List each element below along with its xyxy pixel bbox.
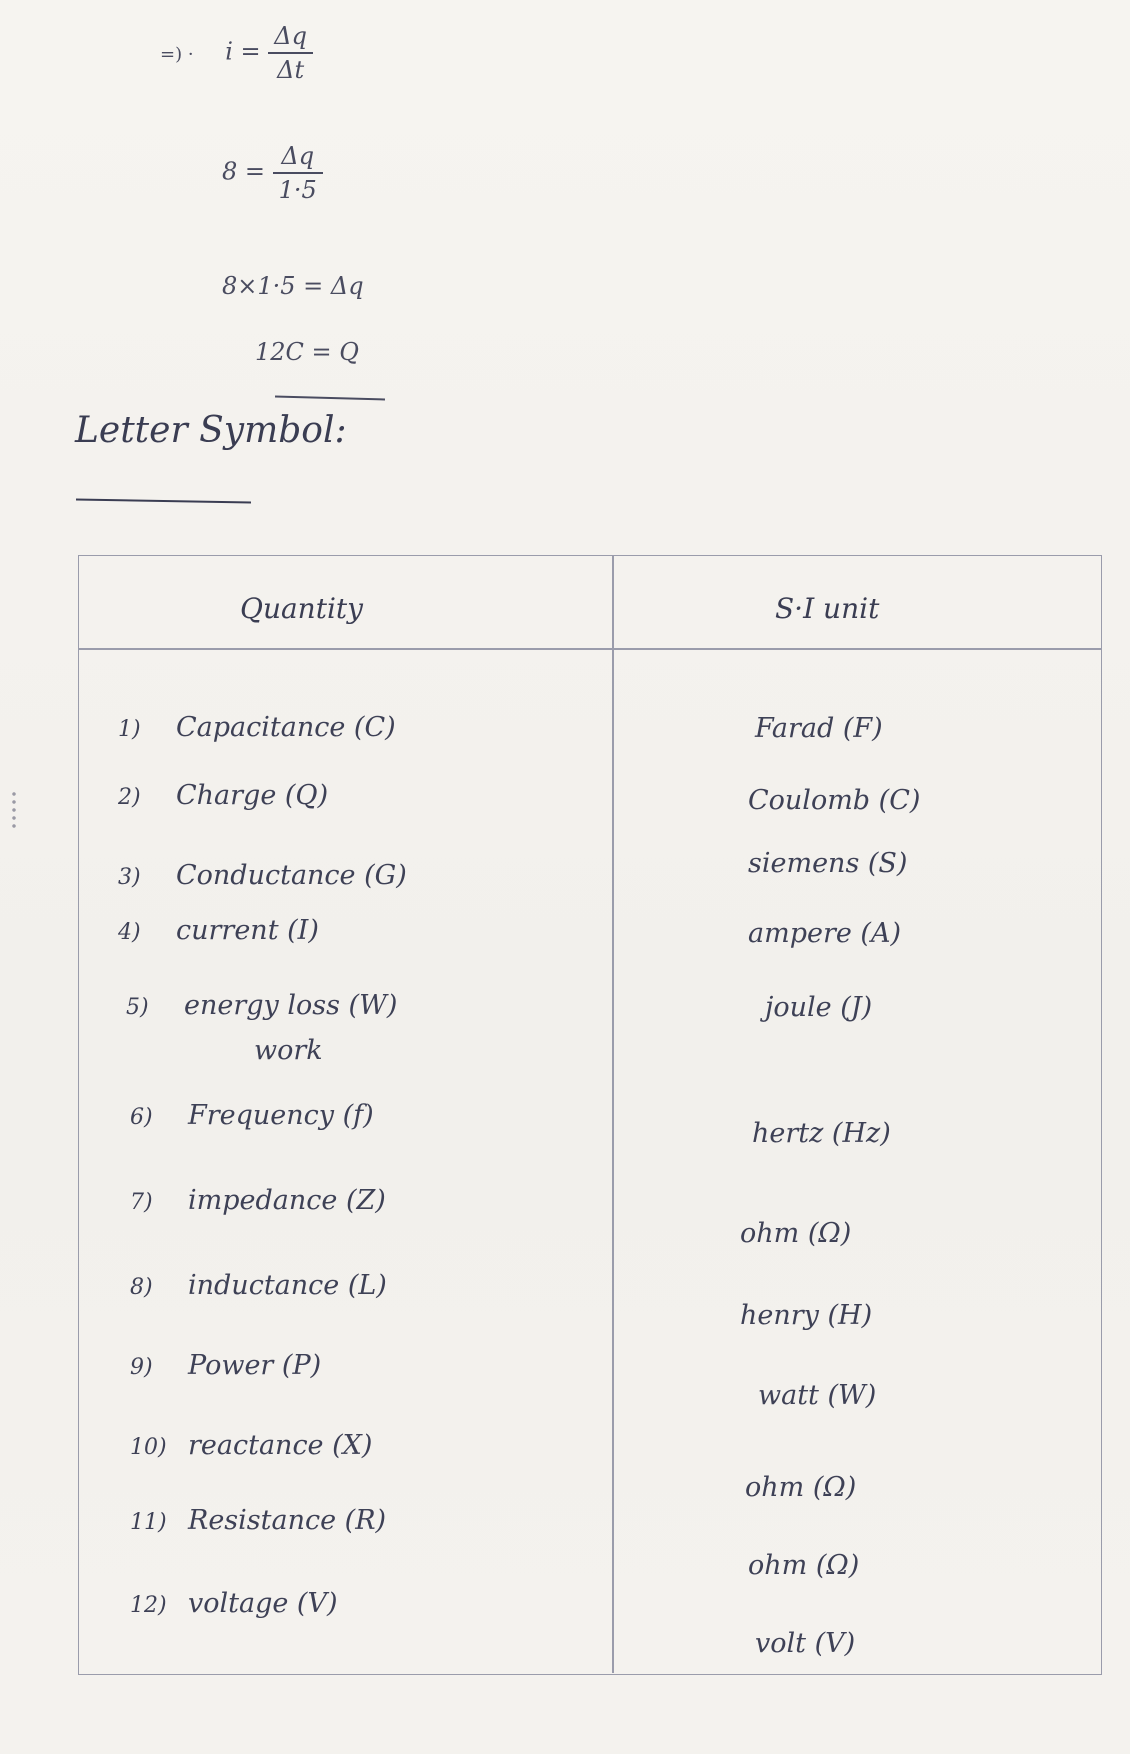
quantity-cell: 1) Capacitance (C) <box>118 712 396 743</box>
fraction-denominator: Δt <box>277 56 305 84</box>
quantity-cell: 2) Charge (Q) <box>118 780 329 811</box>
column-header-unit: S·I unit <box>775 592 880 625</box>
quantity-cell: 12) voltage (V) <box>130 1588 338 1619</box>
equation-lhs: i = <box>225 37 261 66</box>
fraction <box>268 22 313 84</box>
unit-cell: ohm (Ω) <box>745 1472 857 1503</box>
unit-cell: hertz (Hz) <box>752 1118 891 1149</box>
equation-line-1 <box>160 22 313 84</box>
section-heading: Letter Symbol: <box>75 410 347 451</box>
column-divider <box>612 555 614 1673</box>
margin-dots <box>12 790 16 830</box>
quantity-cell: 3) Conductance (G) <box>118 860 407 891</box>
unit-cell: Farad (F) <box>755 713 883 744</box>
unit-cell: volt (V) <box>755 1628 856 1659</box>
quantity-cell: 5) energy loss (W) <box>126 990 398 1021</box>
fraction-denominator: 1·5 <box>278 176 317 204</box>
implies-arrow: =) · <box>160 43 194 65</box>
quantity-cell: 10) reactance (X) <box>130 1430 373 1461</box>
equation-line-2 <box>222 142 323 204</box>
quantity-cell: 6) Frequency (f) <box>130 1100 374 1131</box>
unit-cell: Coulomb (C) <box>748 785 921 816</box>
equation-lhs: 8 = <box>222 157 266 186</box>
header-rule <box>78 648 1102 650</box>
result-underline <box>275 396 385 401</box>
unit-cell: joule (J) <box>765 992 873 1023</box>
unit-cell: ohm (Ω) <box>740 1218 852 1249</box>
quantity-cell: 7) impedance (Z) <box>130 1185 386 1216</box>
quantity-sub-cell: work <box>254 1035 323 1066</box>
fraction <box>273 142 323 204</box>
equation-line-3: 8×1·5 = Δq <box>222 272 364 300</box>
quantity-cell: 9) Power (P) <box>130 1350 322 1381</box>
unit-cell: watt (W) <box>758 1380 877 1411</box>
unit-cell: henry (H) <box>740 1300 873 1331</box>
fraction-numerator: Δq <box>273 142 323 174</box>
unit-cell: siemens (S) <box>748 848 908 879</box>
fraction-numerator: Δq <box>268 22 313 54</box>
quantity-cell: 4) current (I) <box>118 915 319 946</box>
unit-cell: ampere (A) <box>748 918 901 949</box>
quantity-cell: 8) inductance (L) <box>130 1270 387 1301</box>
heading-underline <box>76 498 251 503</box>
column-header-quantity: Quantity <box>240 592 363 625</box>
unit-cell: ohm (Ω) <box>748 1550 860 1581</box>
equation-result: 12C = Q <box>255 338 359 366</box>
quantity-cell: 11) Resistance (R) <box>130 1505 387 1536</box>
